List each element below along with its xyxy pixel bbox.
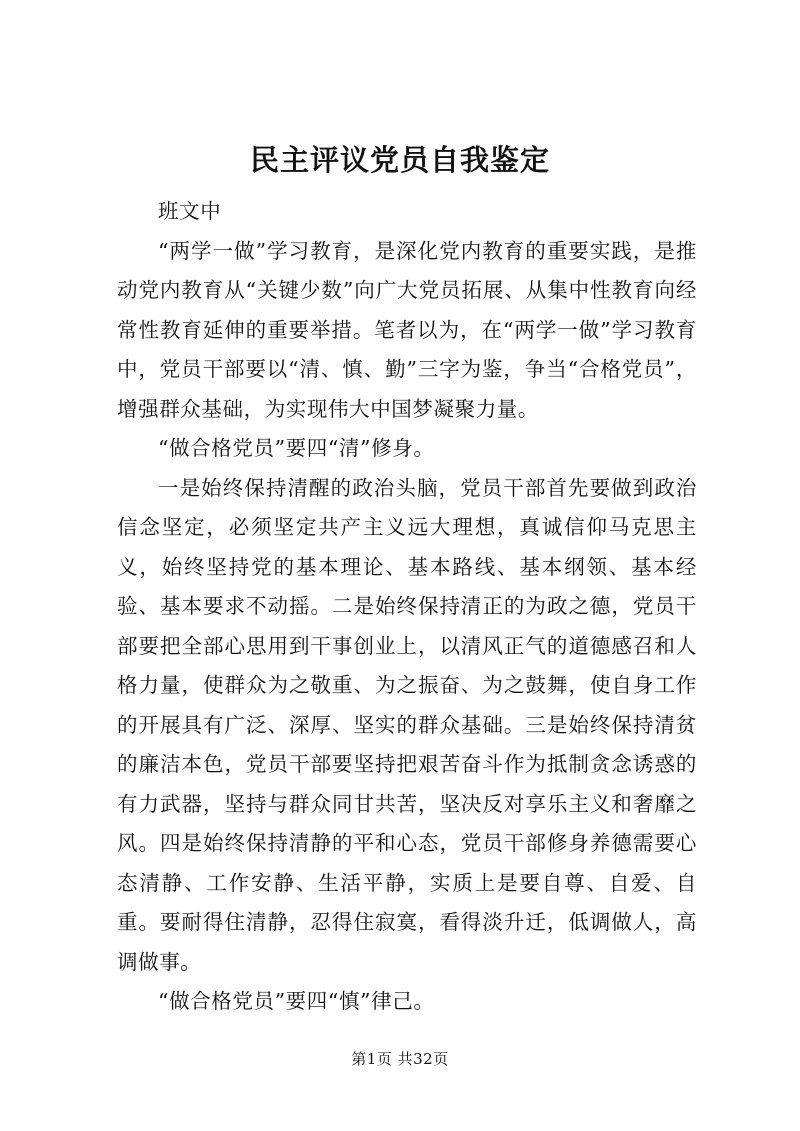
document-title: 民主评议党员自我鉴定 — [249, 143, 550, 177]
document-body — [117, 192, 697, 1022]
author-name: 班文中 — [158, 199, 222, 223]
paragraph-heading-qing: “做合格党员”要四“清”修身。 — [158, 436, 435, 460]
paragraph-heading-shen: “做合格党员”要四“慎”律己。 — [158, 989, 435, 1013]
paragraph-intro: “两学一做”学习教育，是深化党内教育的重要实践，是推动党内教育从“关键少数”向广大党员拓展、从集中性教育向经常性教育延伸的重要举措。笔者以为，在“两学一做”学习教育中，党员干部要以“清、慎、勤”三字为鉴，争当“合格党员”，增强群众基础，为实现伟大中国梦凝聚力量。 — [117, 238, 697, 421]
paragraph-qing-details: 一是始终保持清醒的政治头脑，党员干部首先要做到政治信念坚定，必须坚定共产主义远大理想，真诚信仰马克思主义，始终坚持党的基本理论、基本路线、基本纲领、基本经验、基本要求不动摇。二是始终保持清正的为政之德，党员干部要把全部心思用到干事创业上，以清风正气的道德感召和人格力量，使群众为之敬重、为之振奋、为之鼓舞，使自身工作的开展具有广泛、深厚、坚实的群众基础。三是始终保持清贫的廉洁本色，党员干部要坚持把艰苦奋斗作为抵制贪念诱惑的有力武器，坚持与群众同甘共苦，坚决反对享乐主义和奢靡之风。四是始终保持清静的平和心态，党员干部修身养德需要心态清静、工作安静、生活平静，实质上是要自尊、自爱、自重。要耐得住清静，忍得住寂寞，看得淡升迁，低调做人，高调做事。 — [117, 475, 697, 974]
page-footer: 第1页 共32页 — [351, 1050, 449, 1068]
